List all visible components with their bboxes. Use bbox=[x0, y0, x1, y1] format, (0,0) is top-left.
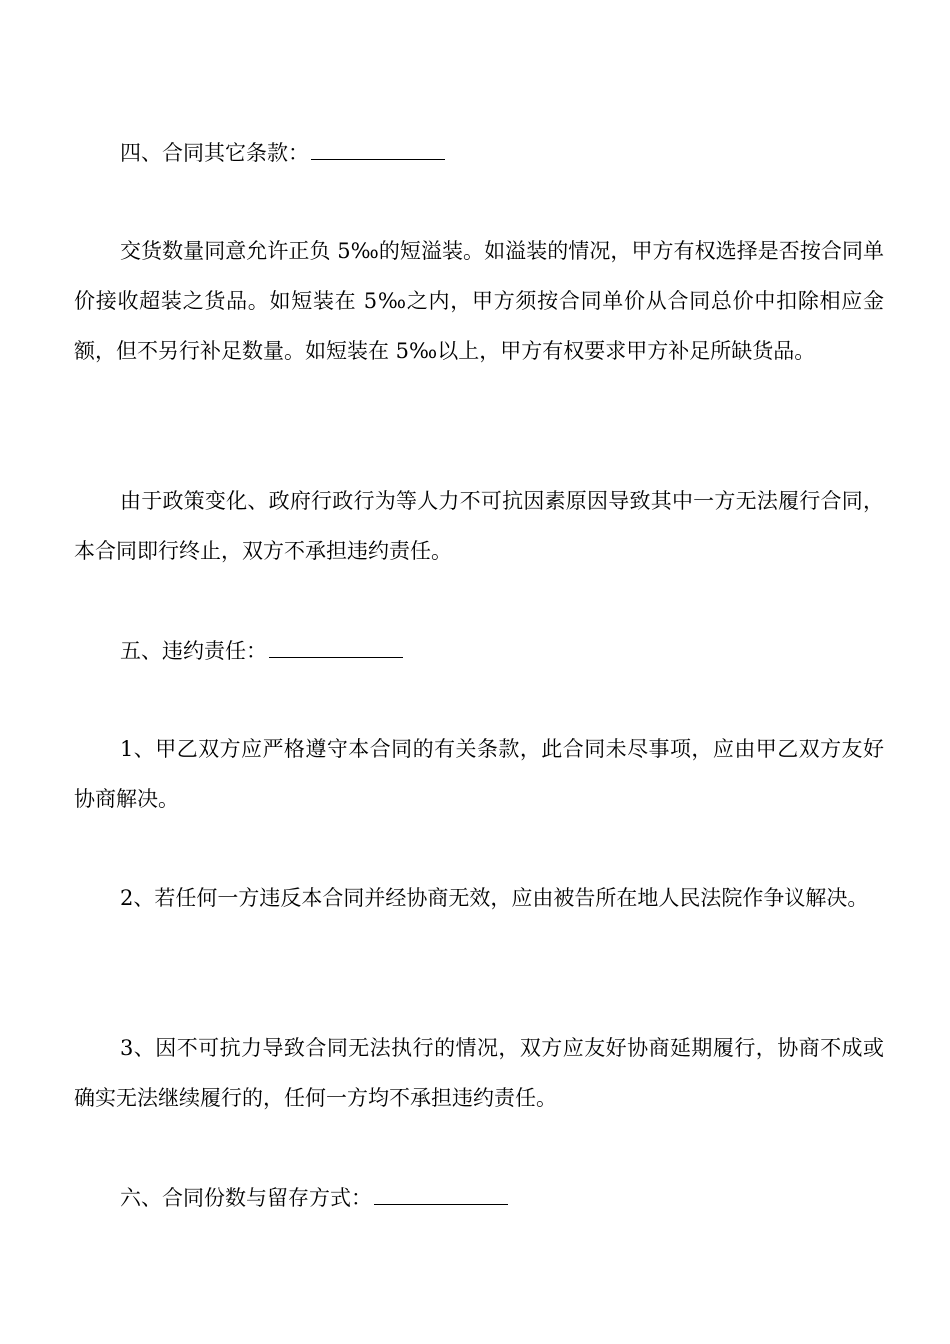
section-5-blank-line[interactable] bbox=[269, 635, 403, 658]
section-6-blank-line[interactable] bbox=[374, 1182, 508, 1205]
section-5-heading-text: 五、违约责任： bbox=[120, 639, 267, 663]
section-5-item-3: 3、因不可抗力导致合同无法执行的情况，双方应友好协商延期履行，协商不成或确实无法继续履行的，任何一方均不承担违约责任。 bbox=[74, 1036, 884, 1110]
section-5-item-2: 2、若任何一方违反本合同并经协商无效，应由被告所在地人民法院作争议解决。 bbox=[120, 886, 869, 910]
section-6-heading bbox=[120, 1173, 508, 1223]
section-5-item-1: 1、甲乙双方应严格遵守本合同的有关条款，此合同未尽事项，应由甲乙双方友好协商解决。 bbox=[74, 737, 884, 811]
section-6-heading-text: 六、合同份数与留存方式： bbox=[120, 1186, 372, 1210]
section-4-heading-text: 四、合同其它条款： bbox=[120, 141, 309, 165]
section-5-heading bbox=[120, 626, 403, 676]
paragraph-force-majeure: 由于政策变化、政府行政行为等人力不可抗因素原因导致其中一方无法履行合同，本合同即行终止，双方不承担违约责任。 bbox=[74, 489, 884, 563]
paragraph-quantity-tolerance: 交货数量同意允许正负 5‰的短溢装。如溢装的情况，甲方有权选择是否按合同单价接收超装之货品。如短装在 5‰之内，甲方须按合同单价从合同总价中扣除相应金额，但不另行补足数量。如短装在 5‰以上，甲方有权要求甲方补足所缺货品。 bbox=[74, 239, 884, 363]
section-4-blank-line[interactable] bbox=[311, 137, 445, 160]
section-4-heading bbox=[120, 128, 445, 178]
